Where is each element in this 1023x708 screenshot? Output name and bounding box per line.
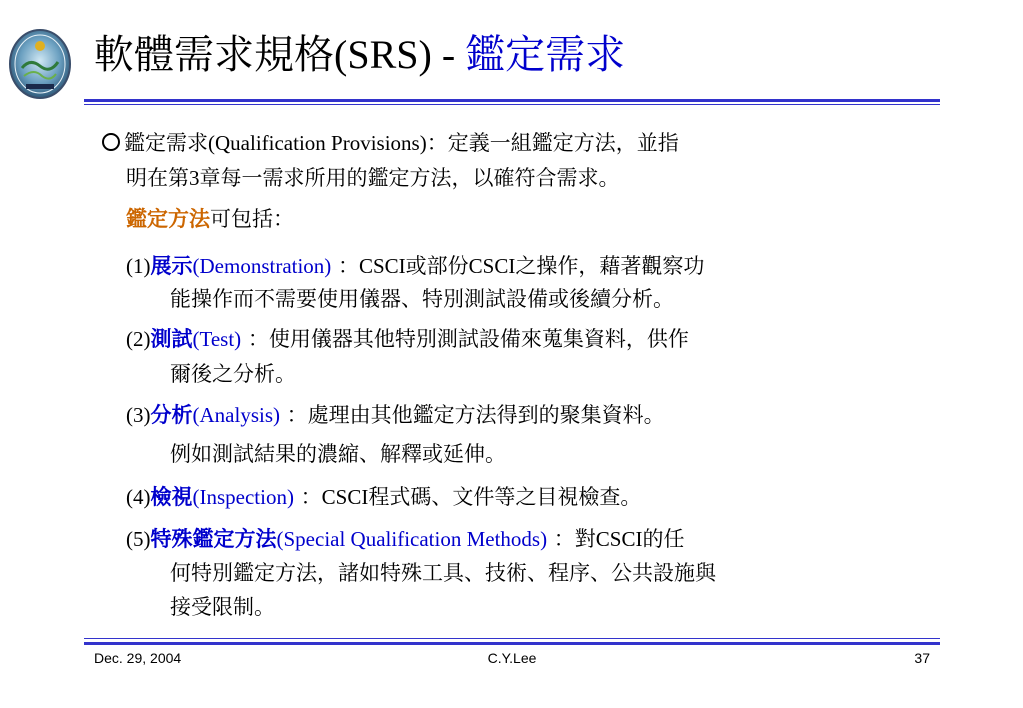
footer-page-number: 37 xyxy=(914,650,930,666)
logo-emblem xyxy=(8,28,72,100)
intro-line2-pre: 明在第 xyxy=(126,166,189,190)
item-english: (Inspection) xyxy=(192,485,294,509)
item-rest: ：處理由其他鑑定方法得到的聚集資料。 xyxy=(280,403,665,427)
item-number: (4) xyxy=(126,485,151,509)
intro-term: 鑑定需求 xyxy=(124,131,208,155)
intro-line2-post: 章每一需求所用的鑑定方法，以確符合需求。 xyxy=(199,166,620,190)
item-sep: ： xyxy=(293,485,322,509)
item-rest: 的任 xyxy=(642,527,685,551)
title-accent: 鑑定需求 xyxy=(465,32,626,78)
item-term: 展示 xyxy=(150,253,193,278)
item-term: 測試 xyxy=(150,326,193,351)
title-rule-thin xyxy=(84,104,940,105)
page-title xyxy=(94,30,625,80)
intro-rest: ：定義一組鑑定方法，並指 xyxy=(426,131,679,155)
item-number: (3) xyxy=(126,403,151,427)
methods-intro-term: 鑑定方法 xyxy=(126,206,210,231)
list-item-test-line2 xyxy=(170,359,296,389)
item-acronym-2: CSCI xyxy=(468,254,516,278)
item-term: 分析 xyxy=(150,402,193,427)
list-item-test xyxy=(126,324,689,354)
item-acronym: CSCI xyxy=(321,485,369,509)
item-continuation: 能操作而不需要使用儀器、特別測試設備或後續分析。 xyxy=(170,287,674,311)
item-term: 檢視 xyxy=(150,484,193,509)
list-item-analysis-line2 xyxy=(170,439,506,469)
item-english: (Test) xyxy=(192,327,242,351)
intro-line-2 xyxy=(126,163,620,193)
methods-intro-rest: 可包括： xyxy=(210,207,294,231)
item-term: 特殊鑑定方法 xyxy=(150,526,277,551)
bullet-icon xyxy=(102,133,120,151)
item-english: (Analysis) xyxy=(192,403,280,427)
list-item-inspection xyxy=(126,482,641,512)
item-rest: 程式碼、文件等之目視檢查。 xyxy=(368,485,642,509)
title-rule-thick xyxy=(84,99,940,102)
list-item-special-line3 xyxy=(170,592,275,622)
item-continuation: 何特別鑑定方法，諸如特殊工具、技術、程序、公共設施與 xyxy=(170,561,716,585)
footer-date: Dec. 29, 2004 xyxy=(94,650,182,666)
list-item-special-line2 xyxy=(170,558,716,588)
title-main: 軟體需求規格 xyxy=(94,32,334,78)
intro-line-1 xyxy=(102,128,679,158)
item-sep: ：對 xyxy=(547,527,596,551)
list-item-demonstration xyxy=(126,251,704,281)
footer-author: C.Y.Lee xyxy=(487,650,537,666)
methods-intro xyxy=(126,204,294,234)
footer-rule-thick xyxy=(84,642,940,645)
item-number: (2) xyxy=(126,327,151,351)
item-number: (1) xyxy=(126,254,151,278)
title-latin: (SRS) - xyxy=(334,32,466,77)
item-continuation: 例如測試結果的濃縮、解釋或延伸。 xyxy=(170,442,506,466)
item-mid: 或部份 xyxy=(405,254,469,278)
footer-rule-thin xyxy=(84,638,940,639)
item-sep: ： xyxy=(331,254,359,278)
list-item-demonstration-line2 xyxy=(170,284,674,314)
item-rest: ：使用儀器其他特別測試設備來蒐集資料，供作 xyxy=(241,327,689,351)
item-continuation: 接受限制。 xyxy=(170,595,275,619)
item-english: (Special Qualification Methods) xyxy=(276,527,548,551)
intro-line2-num: 3 xyxy=(189,166,200,190)
item-acronym: CSCI xyxy=(595,527,643,551)
item-acronym: CSCI xyxy=(358,254,406,278)
list-item-special xyxy=(126,524,684,554)
item-continuation: 爾後之分析。 xyxy=(170,362,296,386)
item-rest: 之操作，藉著觀察功 xyxy=(515,254,705,278)
intro-english: (Qualification Provisions) xyxy=(208,131,427,155)
item-english: (Demonstration) xyxy=(192,254,332,278)
item-number: (5) xyxy=(126,527,151,551)
list-item-analysis xyxy=(126,400,665,430)
